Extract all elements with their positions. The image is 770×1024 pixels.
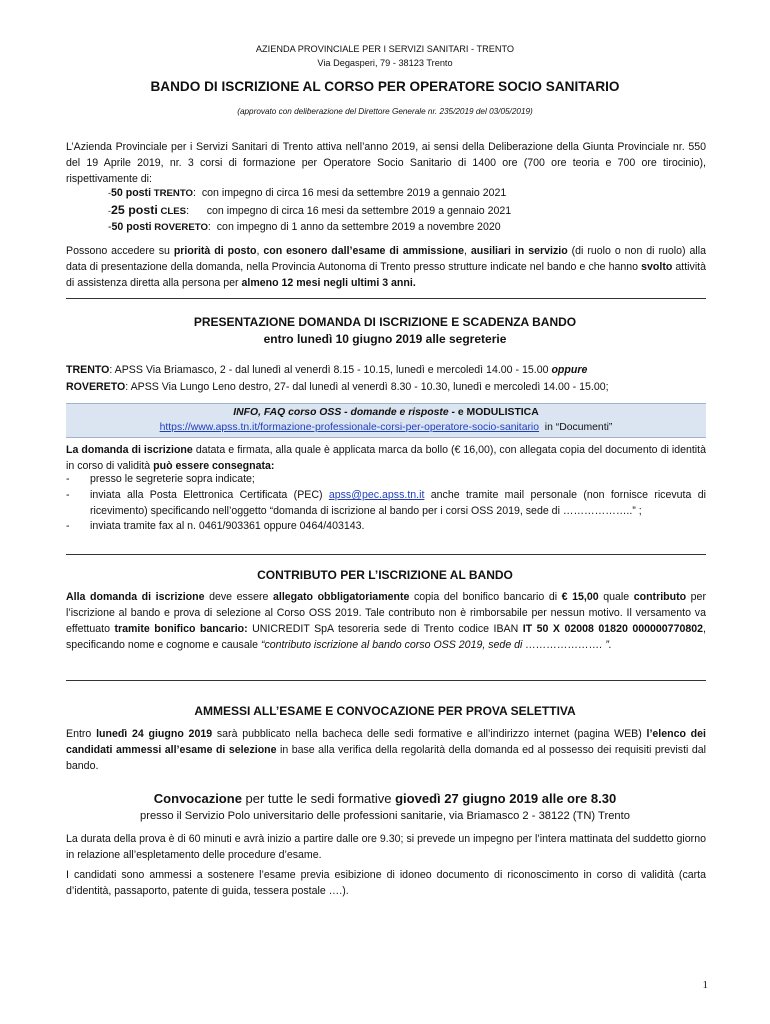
trento-office-line xyxy=(66,362,726,378)
deadline-line: entro lunedì 10 giugno 2019 alle segreterie xyxy=(263,332,507,346)
domanda-text: datata e firmata, alla quale è applicata marca da bollo (€ 16,00), con allegata copia del documento di identità in corso di validità xyxy=(66,444,706,472)
ammessi-text: sarà pubblicato nella bacheca delle sedi formative e all’indirizzo internet (pagina WEB) xyxy=(212,728,647,740)
course-site: ROVERETO xyxy=(151,222,208,233)
bullet-dash: - xyxy=(66,520,70,532)
course-posts: 25 posti xyxy=(111,203,158,217)
convocazione-date: giovedì 27 giugno 2019 alle ore 8.30 xyxy=(395,791,617,806)
ammessi-text: in base alla verifica della regolarità della domanda ed al possesso dei requisiti previsti dal bando. xyxy=(66,744,706,772)
info-modulistica-label: e MODULISTICA xyxy=(457,407,539,418)
course-detail: : con impegno di circa 16 mesi da settembre 2019 a gennaio 2021 xyxy=(186,205,512,217)
page-number: 1 xyxy=(702,979,708,991)
course-dash: - xyxy=(108,188,111,198)
contributo-text: per l’iscrizione al bando e prova di selezione al Corso OSS 2019. Tale contributo non è rimborsabile per nessun motivo. Il versamento va effettuato xyxy=(66,591,706,635)
delivery-option-office: presso le segreterie sopra indicate; xyxy=(90,473,255,485)
course-line-trento xyxy=(108,185,708,202)
divider xyxy=(66,680,706,681)
section-title-presentazione: PRESENTAZIONE DOMANDA DI ISCRIZIONE E SCADENZA BANDO xyxy=(193,315,577,329)
info-link-line xyxy=(66,420,706,435)
course-dash: - xyxy=(108,221,112,233)
course-posts: 50 posti xyxy=(111,221,152,233)
ammessi-text: Entro xyxy=(66,728,97,740)
info-documents-label: in “Documenti” xyxy=(539,422,613,433)
rovereto-office-line xyxy=(66,379,726,395)
convocazione-label: Convocazione xyxy=(153,791,242,806)
ammessi-paragraph xyxy=(66,726,706,774)
exam-id-paragraph: I candidati sono ammessi a sostenere l’esame previa esibizione di idoneo documento di riconoscimento in corso di validità (carta d’identità, passaporto, patente di guida, tessera postale ….). xyxy=(66,869,706,897)
course-detail: : con impegno di circa 16 mesi da settembre 2019 a gennaio 2021 xyxy=(192,187,507,199)
exam-duration-paragraph: La durata della prova è di 60 minuti e avrà inizio a partire dalle ore 9.30; si prevede un impegno per l’intera mattinata del suddetto giorno in relazione all’espletamento delle procedure d’esame. xyxy=(66,833,706,861)
course-detail: : con impegno di 1 anno da settembre 2019 a novembre 2020 xyxy=(207,221,501,233)
document-title: BANDO DI ISCRIZIONE AL CORSO PER OPERATORE SOCIO SANITARIO xyxy=(150,79,620,94)
access-exemption: con esonero dall’esame di ammissione xyxy=(263,245,464,257)
contributo-iban: IT 50 X 02008 01820 000000770802 xyxy=(522,623,704,635)
contributo-amount: € 15,00 xyxy=(561,591,599,603)
org-name: AZIENDA PROVINCIALE PER I SERVIZI SANITARI - TRENTO xyxy=(255,44,515,54)
contributo-text: quale xyxy=(598,591,634,603)
contributo-text: UNICREDIT SpA tesoreria sede di Trento codice IBAN xyxy=(247,623,523,635)
domanda-delivery-label: può essere consegnata: xyxy=(153,460,275,472)
divider xyxy=(66,554,706,555)
info-box xyxy=(66,403,706,438)
contributo-text: copia del bonifico bancario di xyxy=(409,591,562,603)
rovereto-hours: : APSS Via Lungo Leno destro, 27- dal lunedì al venerdì 8.30 - 10.30, lunedì e mercoledì 14.00 - 15.00; xyxy=(125,381,609,393)
convocazione-text: per tutte le sedi formative xyxy=(241,791,396,806)
divider xyxy=(66,298,706,299)
course-posts: 50 posti xyxy=(111,187,152,199)
access-months: almeno 12 mesi negli ultimi 3 anni. xyxy=(241,277,416,289)
access-done: svolto xyxy=(641,261,673,273)
trento-label: TRENTO xyxy=(66,364,110,376)
oppure-label: oppure xyxy=(551,364,588,376)
contributo-mandatory: allegato obbligatoriamente xyxy=(272,591,410,603)
approval-note: (approvato con deliberazione del Direttore Generale nr. 235/2019 del 03/05/2019) xyxy=(237,107,533,116)
section-title-contributo: CONTRIBUTO PER L’ISCRIZIONE AL BANDO xyxy=(257,568,513,582)
ammessi-list-label: l’elenco dei candidati ammessi all’esame di selezione xyxy=(66,728,706,756)
contributo-text: deve essere xyxy=(204,591,273,603)
delivery-option-pec xyxy=(90,487,706,519)
course-site: CLES xyxy=(157,206,187,217)
contributo-text: Alla domanda di iscrizione xyxy=(66,591,205,603)
info-box-title xyxy=(66,405,706,420)
pec-email-link[interactable]: apss@pec.apss.tn.it xyxy=(328,489,425,501)
access-text: , xyxy=(463,245,471,257)
access-text: , xyxy=(256,245,264,257)
access-paragraph xyxy=(66,243,706,291)
intro-paragraph: L’Azienda Provinciale per i Servizi Sanitari di Trento attiva nell’anno 2019, ai sensi della Deliberazione della Giunta Provinciale nr. 550 del 19 Aprile 2019, nr. 3 corsi di formazione per Operatore Socio Sanitario di 1400 ore (700 ore teoria e 700 ore tirocinio), rispettivamente di: xyxy=(66,141,706,185)
trento-hours: : APSS Via Briamasco, 2 - dal lunedì al venerdì 8.15 - 10.15, lunedì e mercoledì 14.00 - 15.00 xyxy=(109,364,552,376)
pec-text-subject: anche tramite mail personale (non fornisce ricevuta di ricevimento) specificando nell’oggetto “domanda di iscrizione al bando per i corsi OSS 2019, sede di ………………..” ; xyxy=(90,489,706,517)
org-address: Via Degasperi, 79 - 38123 Trento xyxy=(317,58,453,68)
course-site: TRENTO xyxy=(151,188,193,199)
section-title-ammessi: AMMESSI ALL’ESAME E CONVOCAZIONE PER PROVA SELETTIVA xyxy=(194,704,576,718)
access-priority: priorità di posto xyxy=(173,245,257,257)
ammessi-date: lunedì 24 giugno 2019 xyxy=(96,728,213,740)
access-text: Possono accedere su xyxy=(66,245,174,257)
info-link[interactable]: https://www.apss.tn.it/formazione-professionale-corsi-per-operatore-socio-sanitario xyxy=(159,422,540,433)
contributo-label: contributo xyxy=(633,591,687,603)
contributo-bonifico: tramite bonifico bancario: xyxy=(114,623,248,635)
domanda-label: La domanda di iscrizione xyxy=(66,444,193,456)
bullet-dash: - xyxy=(66,489,70,501)
course-line-cles xyxy=(108,202,708,220)
access-text: attività di assistenza diretta alla persona per xyxy=(66,261,707,289)
course-dash: - xyxy=(108,206,111,216)
domanda-paragraph xyxy=(66,442,706,474)
contributo-paragraph xyxy=(66,589,706,653)
course-line-rovereto xyxy=(108,219,708,236)
access-text: (di ruolo o non di ruolo) alla data di presentazione della domanda, nella Provincia Autonoma di Trento presso strutture indicate nel bando e che hanno xyxy=(66,245,706,273)
convocazione-line xyxy=(0,790,770,808)
convocazione-location: presso il Servizio Polo universitario delle professioni sanitarie, via Briamasco 2 - 38122 (TN) Trento xyxy=(140,810,630,822)
pec-text: inviata alla Posta Elettronica Certificata (PEC) xyxy=(90,489,329,501)
delivery-option-fax: inviata tramite fax al n. 0461/903361 oppure 0464/403143. xyxy=(90,520,365,532)
bullet-dash: - xyxy=(66,473,70,485)
info-faq-label: INFO, FAQ corso OSS - domande e risposte - xyxy=(233,407,458,418)
access-auxiliary: ausiliari in servizio xyxy=(470,245,568,257)
rovereto-label: ROVERETO xyxy=(66,381,126,393)
contributo-text: , specificando nome e cognome e causale xyxy=(66,623,706,651)
contributo-causale: “contributo iscrizione al bando corso OSS 2019, sede di …………………. ”. xyxy=(260,639,612,651)
